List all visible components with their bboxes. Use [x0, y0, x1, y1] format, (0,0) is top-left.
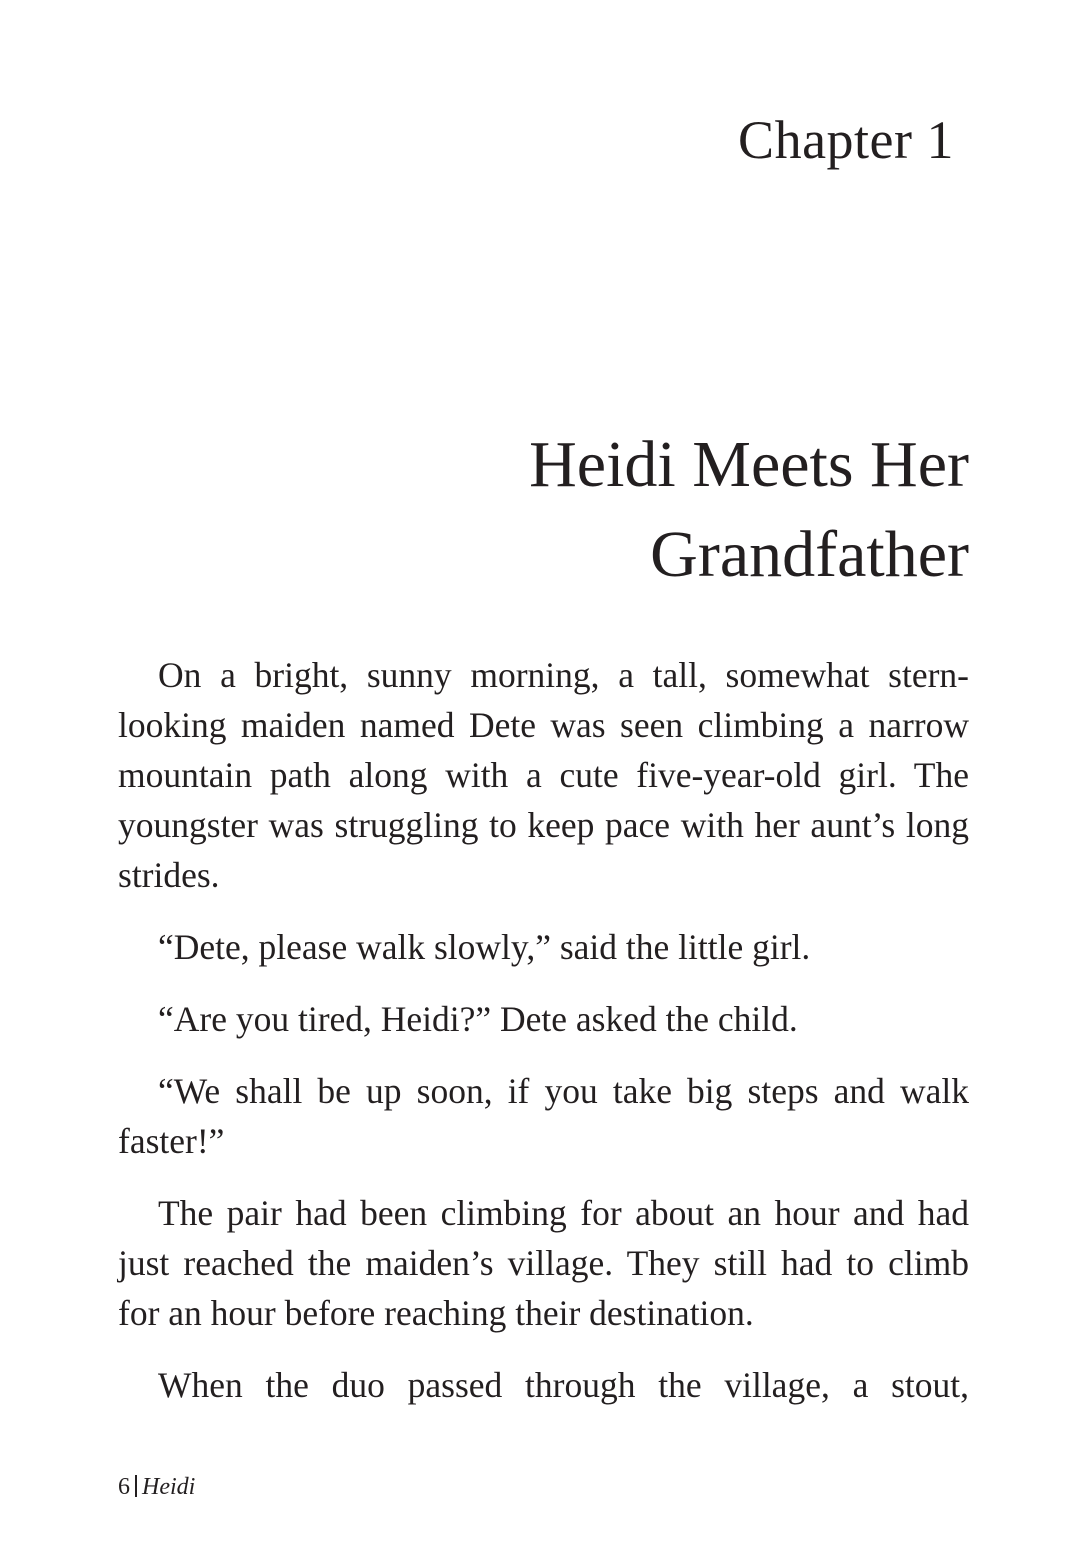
paragraph: The pair had been climbing for about an hour and had just reached the maiden’s village. They still had to climb for an hour before reaching their destination.	[118, 1193, 969, 1333]
chapter-label: Chapter 1	[738, 110, 954, 170]
chapter-title-line-2: Grandfather	[650, 518, 969, 591]
body-text	[118, 650, 969, 1432]
paragraph: On a bright, sunny morning, a tall, somewhat stern-looking maiden named Dete was seen climbing a narrow mountain path along with a cute five-year-old girl. The youngster was struggling to keep pace with her aunt’s long strides.	[118, 655, 969, 895]
page-number: 6	[118, 1474, 130, 1500]
paragraph: “Are you tired, Heidi?” Dete asked the child.	[158, 999, 798, 1039]
paragraph: When the duo passed through the village, a stout,	[158, 1365, 969, 1405]
footer-divider	[135, 1475, 137, 1497]
paragraph: “Dete, please walk slowly,” said the little girl.	[158, 927, 811, 967]
paragraph: “We shall be up soon, if you take big steps and walk faster!”	[118, 1071, 969, 1161]
chapter-title	[269, 420, 969, 600]
chapter-title-line-1: Heidi Meets Her	[529, 428, 969, 501]
book-title: Heidi	[142, 1474, 196, 1500]
page-footer	[118, 1472, 195, 1502]
